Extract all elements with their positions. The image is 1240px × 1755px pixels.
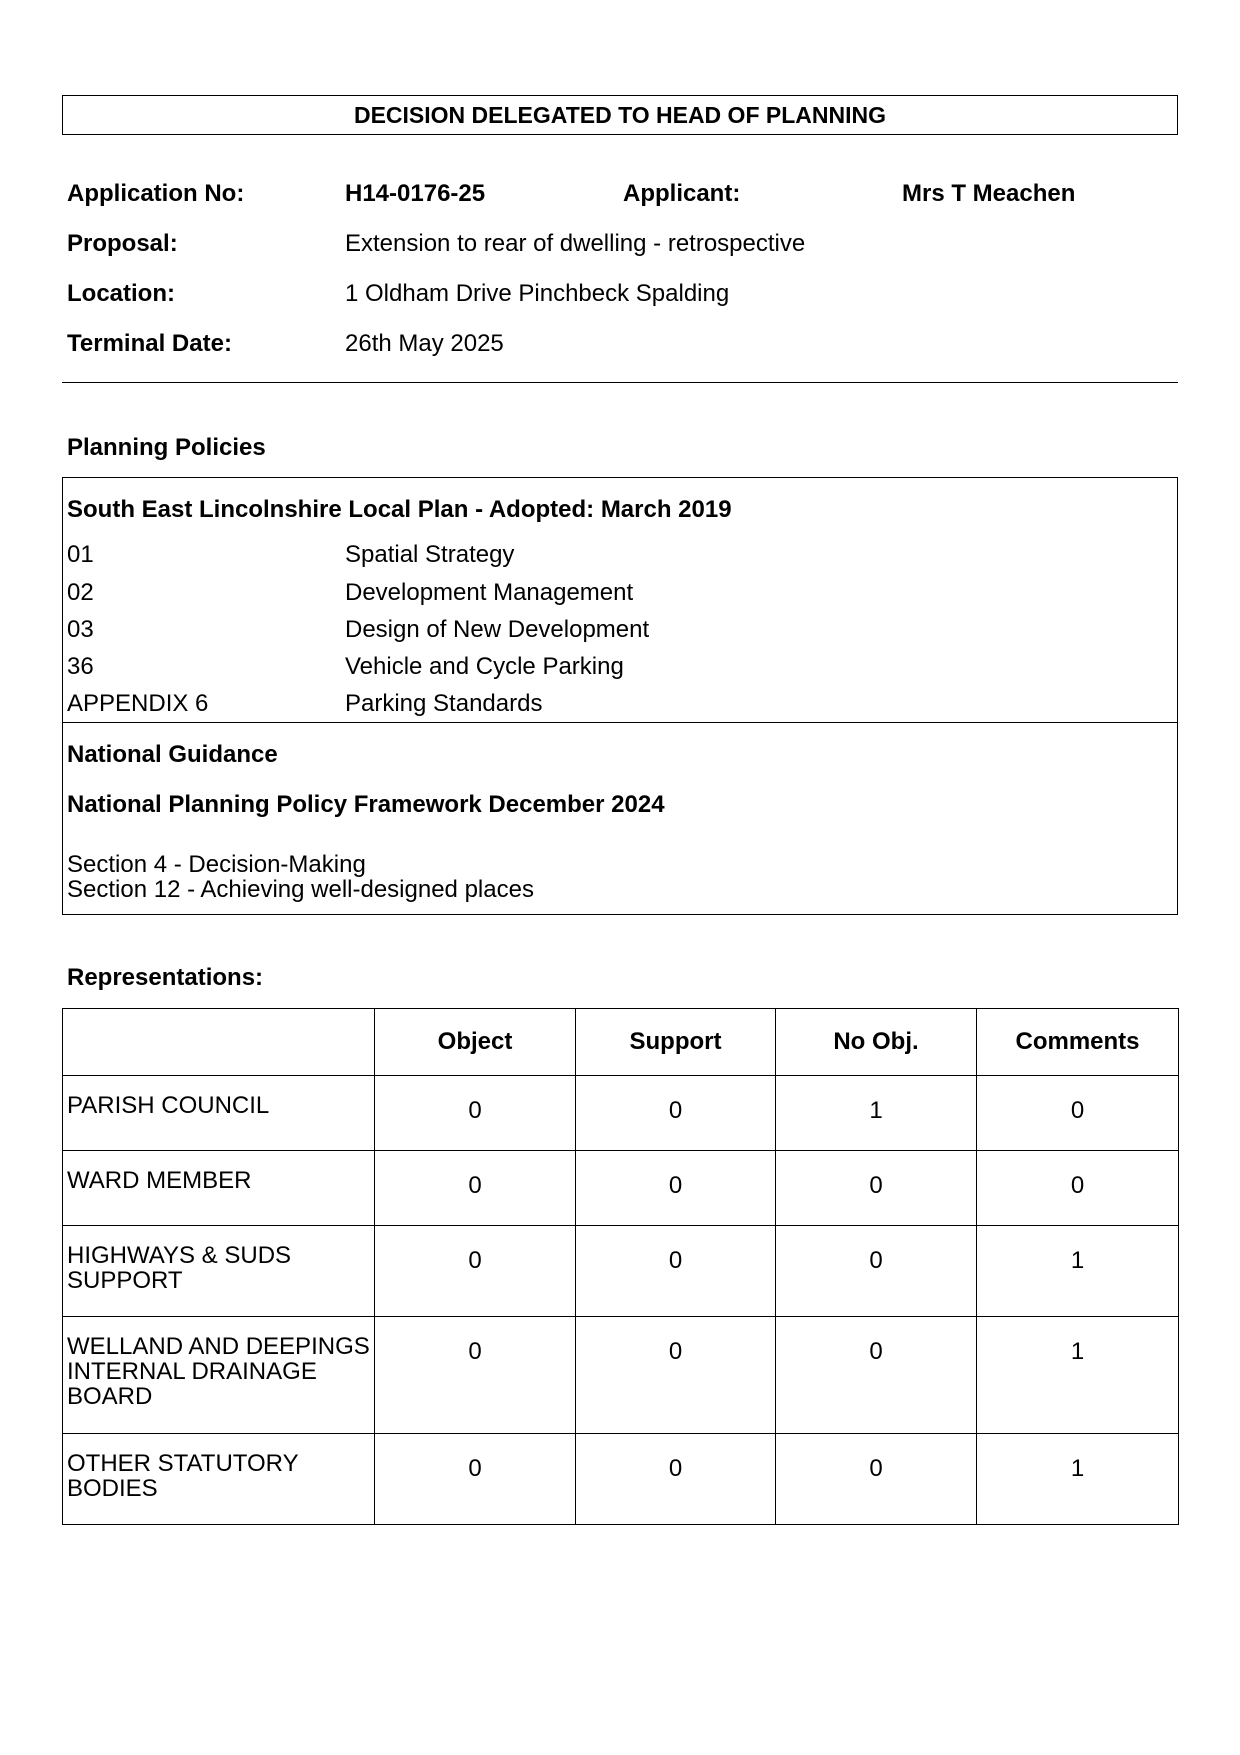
- policy-code: 02: [67, 579, 94, 606]
- table-row: [63, 1226, 1179, 1317]
- terminal-date-value: 26th May 2025: [345, 330, 504, 357]
- column-header: Support: [576, 1009, 776, 1076]
- location-label: Location:: [67, 280, 175, 307]
- terminal-date-label: Terminal Date:: [67, 330, 232, 357]
- policy-code: 01: [67, 541, 94, 568]
- support-count: 0: [576, 1226, 776, 1317]
- column-header: [63, 1009, 375, 1076]
- policy-name: Design of New Development: [345, 616, 650, 643]
- column-header: Object: [375, 1009, 576, 1076]
- policy-code: 03: [67, 616, 94, 643]
- consultee-name: WARD MEMBER: [63, 1151, 375, 1226]
- policy-code: APPENDIX 6: [67, 690, 209, 717]
- table-row: [63, 1434, 1179, 1525]
- nppf-section: Section 12 - Achieving well-designed places: [67, 876, 534, 903]
- policy-name: Spatial Strategy: [345, 541, 515, 568]
- application-no-value: H14-0176-25: [345, 180, 486, 207]
- support-count: 0: [576, 1076, 776, 1151]
- proposal-value: Extension to rear of dwelling - retrospective: [345, 230, 806, 257]
- policy-code: 36: [67, 653, 94, 680]
- policy-name: Parking Standards: [345, 690, 543, 717]
- proposal-label: Proposal:: [67, 230, 178, 257]
- applicant-value: Mrs T Meachen: [902, 180, 1076, 207]
- nppf-title: National Planning Policy Framework December 2024: [67, 791, 665, 818]
- table-row: [63, 1317, 1179, 1434]
- support-count: 0: [576, 1151, 776, 1226]
- application-no-label: Application No:: [67, 180, 245, 207]
- comments-count: 0: [977, 1076, 1179, 1151]
- column-header: Comments: [977, 1009, 1179, 1076]
- column-header: No Obj.: [776, 1009, 977, 1076]
- support-count: 0: [576, 1317, 776, 1434]
- policy-name: Vehicle and Cycle Parking: [345, 653, 624, 680]
- object-count: 0: [375, 1226, 576, 1317]
- applicant-label: Applicant:: [623, 180, 741, 207]
- table-row: [63, 1076, 1179, 1151]
- no-obj-count: 0: [776, 1151, 977, 1226]
- local-plan-title: South East Lincolnshire Local Plan - Adopted: March 2019: [67, 496, 732, 523]
- nppf-section: Section 4 - Decision-Making: [67, 851, 366, 878]
- comments-count: 1: [977, 1434, 1179, 1525]
- object-count: 0: [375, 1317, 576, 1434]
- table-header-row: [63, 1009, 1179, 1076]
- consultee-name: HIGHWAYS & SUDS SUPPORT: [63, 1226, 375, 1317]
- national-guidance-heading: National Guidance: [67, 741, 278, 768]
- no-obj-count: 0: [776, 1317, 977, 1434]
- representations-heading: Representations:: [67, 964, 264, 991]
- planning-policies-heading: Planning Policies: [67, 434, 266, 461]
- comments-count: 0: [977, 1151, 1179, 1226]
- policies-divider: [62, 722, 1178, 723]
- document-title: DECISION DELEGATED TO HEAD OF PLANNING: [62, 95, 1178, 135]
- no-obj-count: 0: [776, 1434, 977, 1525]
- comments-count: 1: [977, 1317, 1179, 1434]
- location-value: 1 Oldham Drive Pinchbeck Spalding: [345, 280, 730, 307]
- support-count: 0: [576, 1434, 776, 1525]
- comments-count: 1: [977, 1226, 1179, 1317]
- no-obj-count: 0: [776, 1226, 977, 1317]
- object-count: 0: [375, 1151, 576, 1226]
- object-count: 0: [375, 1076, 576, 1151]
- policies-box: [62, 477, 1178, 915]
- consultee-name: WELLAND AND DEEPINGS INTERNAL DRAINAGE BOARD: [63, 1317, 375, 1434]
- consultee-name: PARISH COUNCIL: [63, 1076, 375, 1151]
- object-count: 0: [375, 1434, 576, 1525]
- table-row: [63, 1151, 1179, 1226]
- consultee-name: OTHER STATUTORY BODIES: [63, 1434, 375, 1525]
- section-divider: [62, 382, 1178, 383]
- representations-table: [62, 1008, 1179, 1525]
- policy-name: Development Management: [345, 579, 634, 606]
- no-obj-count: 1: [776, 1076, 977, 1151]
